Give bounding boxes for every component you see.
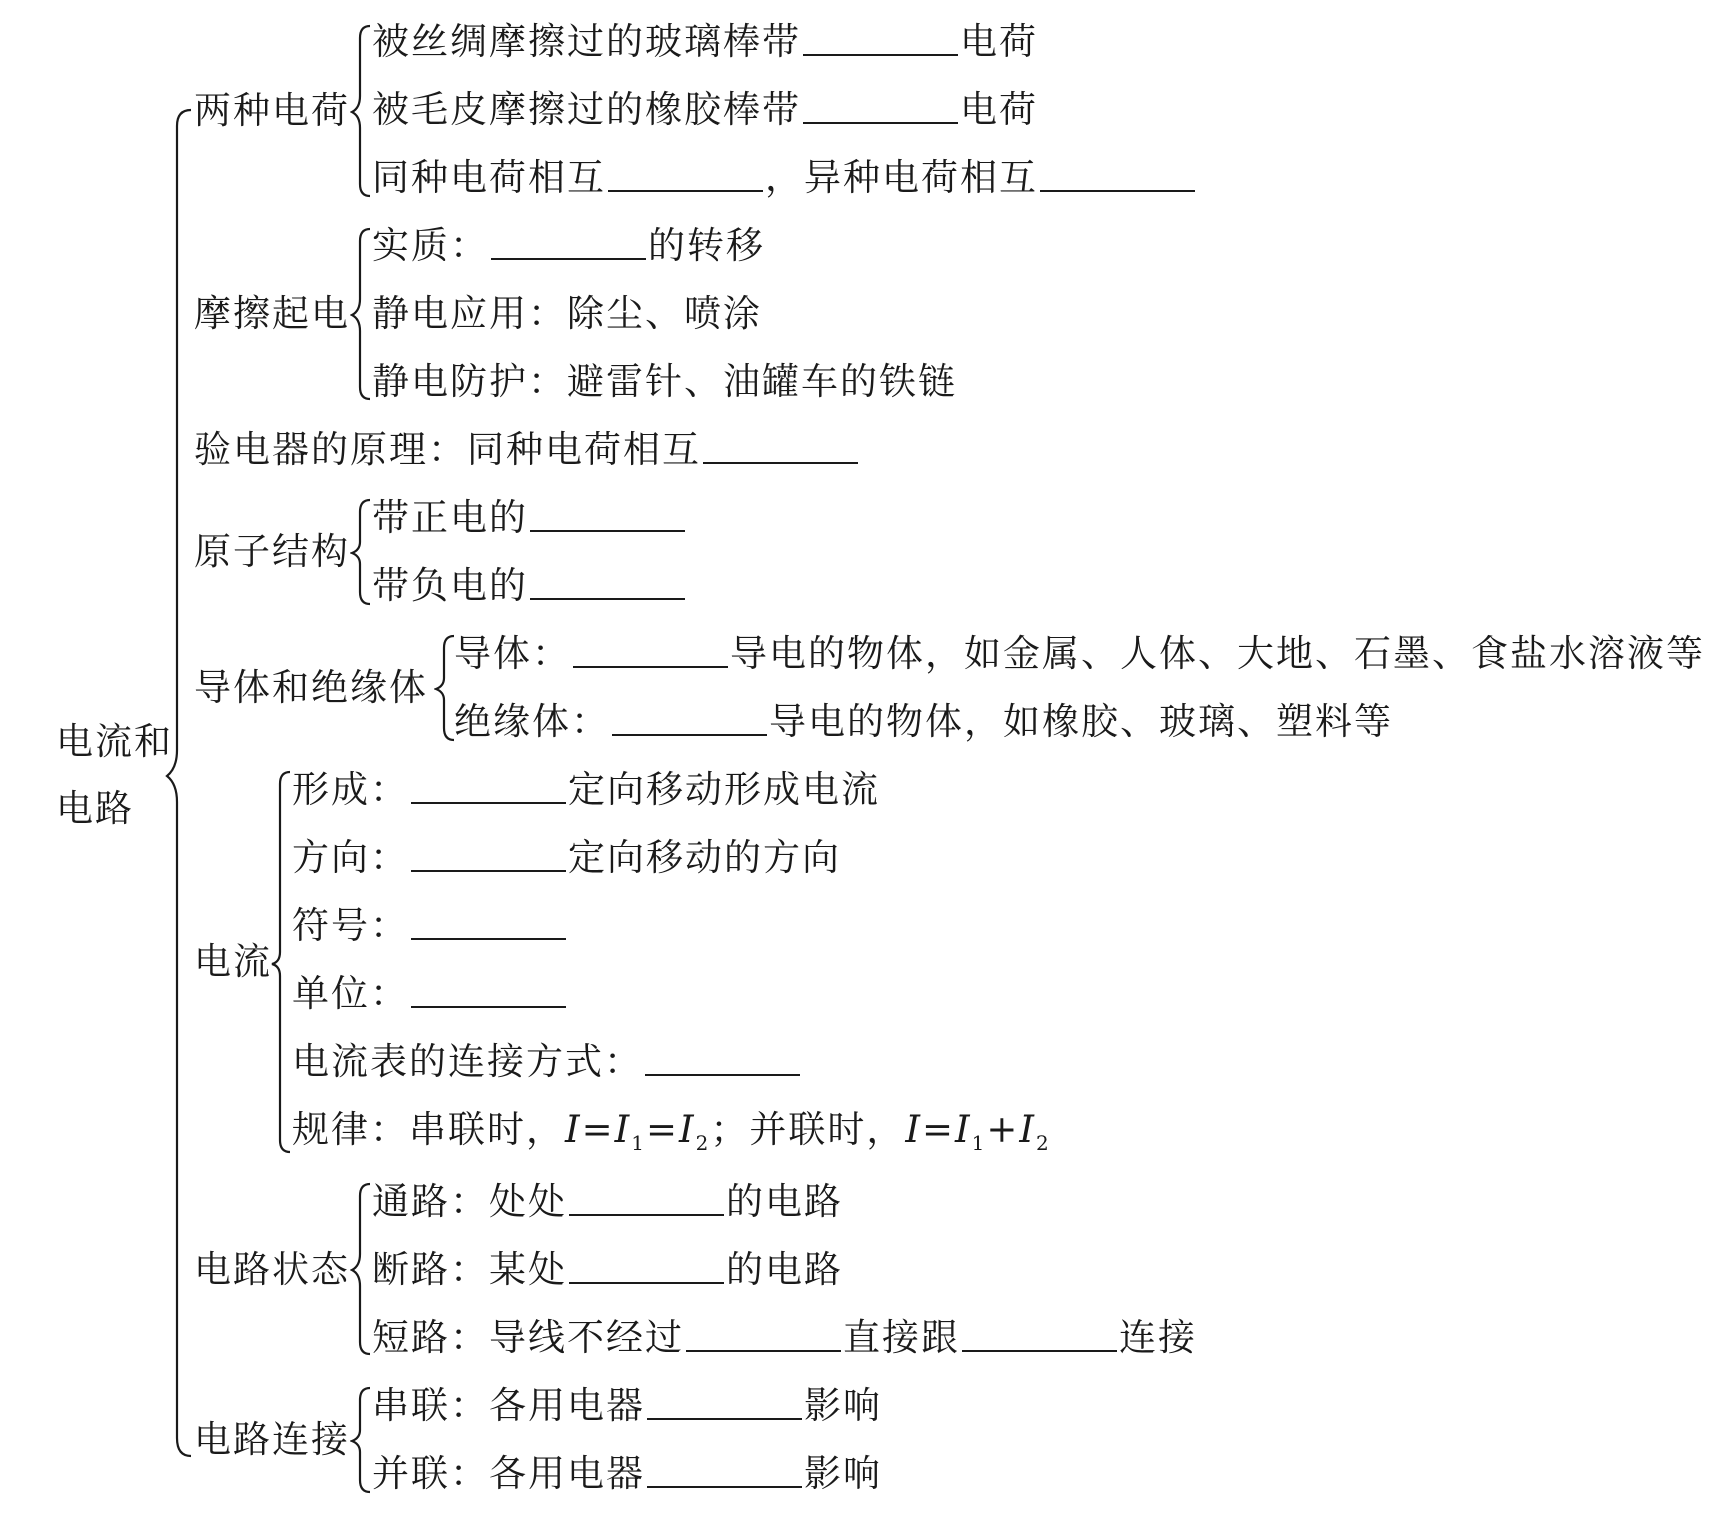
item-current-law: 规律：串联时，$I=I_1=I_2$；并联时，$I=I_1+I_2$	[292, 1108, 1051, 1155]
item-rubber-rod	[372, 88, 1038, 132]
item-charge-interaction-mid: ，异种电荷相互	[765, 156, 1038, 199]
blank[interactable]	[1040, 156, 1195, 192]
item-unit-pre: 单位：	[292, 972, 409, 1015]
item-essence-pre: 实质：	[372, 224, 489, 267]
item-symbol	[292, 904, 568, 948]
item-series-post: 影响	[804, 1384, 882, 1427]
item-parallel	[372, 1452, 882, 1496]
item-ammeter-connection	[292, 1040, 802, 1084]
brace-circuit-state	[350, 1180, 374, 1360]
brace-current	[270, 768, 294, 1158]
main-brace	[165, 100, 195, 1470]
item-open-circuit-post: 的电路	[726, 1248, 843, 1291]
blank[interactable]	[411, 972, 566, 1008]
item-parallel-post: 影响	[804, 1452, 882, 1495]
item-direction	[292, 836, 841, 880]
blank[interactable]	[530, 496, 685, 532]
item-series	[372, 1384, 882, 1428]
item-series-pre: 串联：各用电器	[372, 1384, 645, 1427]
item-insulator-pre: 绝缘体：	[454, 700, 610, 743]
blank[interactable]	[411, 904, 566, 940]
blank[interactable]	[647, 1384, 802, 1420]
item-formation	[292, 768, 880, 812]
blank[interactable]	[612, 700, 767, 736]
item-glass-rod	[372, 20, 1038, 64]
item-glass-rod-pre: 被丝绸摩擦过的玻璃棒带	[372, 20, 801, 63]
blank[interactable]	[703, 428, 858, 464]
blank[interactable]	[411, 836, 566, 872]
brace-circuit-connection	[350, 1384, 374, 1498]
node-two-charges: 两种电荷	[194, 89, 350, 132]
brace-friction-charging	[350, 225, 374, 405]
blank[interactable]	[803, 88, 958, 124]
node-conductor-insulator: 导体和绝缘体	[194, 666, 428, 709]
item-open-circuit	[372, 1248, 843, 1292]
blank[interactable]	[411, 768, 566, 804]
item-direction-pre: 方向：	[292, 836, 409, 879]
root-title-line1: 电流和	[56, 720, 173, 763]
node-electroscope	[194, 428, 860, 472]
item-conductor-post: 导电的物体，如金属、人体、大地、石墨、食盐水溶液等	[730, 632, 1705, 675]
brace-atom-structure	[350, 496, 374, 610]
blank[interactable]	[645, 1040, 800, 1076]
item-rubber-rod-post: 电荷	[960, 88, 1038, 131]
item-ammeter-connection-pre: 电流表的连接方式：	[292, 1040, 643, 1083]
item-short-circuit-pre: 短路：导线不经过	[372, 1316, 684, 1359]
blank[interactable]	[569, 1248, 724, 1284]
item-essence	[372, 224, 765, 268]
blank[interactable]	[530, 564, 685, 600]
item-static-protection: 静电防护：避雷针、油罐车的铁链	[372, 360, 957, 403]
item-symbol-pre: 符号：	[292, 904, 409, 947]
item-formation-pre: 形成：	[292, 768, 409, 811]
item-current-law-sep: ；并联时，	[710, 1108, 906, 1151]
brace-two-charges	[350, 22, 374, 202]
item-parallel-pre: 并联：各用电器	[372, 1452, 645, 1495]
item-direction-post: 定向移动的方向	[568, 836, 841, 879]
item-positive	[372, 496, 687, 540]
root-title-line2: 电路	[56, 787, 134, 830]
item-essence-post: 的转移	[648, 224, 765, 267]
blank[interactable]	[962, 1316, 1117, 1352]
item-glass-rod-post: 电荷	[960, 20, 1038, 63]
blank[interactable]	[569, 1180, 724, 1216]
item-insulator-post: 导电的物体，如橡胶、玻璃、塑料等	[769, 700, 1393, 743]
item-unit	[292, 972, 568, 1016]
item-current-law-pre: 规律：串联时，	[292, 1108, 565, 1151]
item-negative-pre: 带负电的	[372, 564, 528, 607]
node-friction-charging: 摩擦起电	[194, 292, 350, 335]
formula-parallel: I	[905, 1108, 922, 1151]
item-formation-post: 定向移动形成电流	[568, 768, 880, 811]
item-closed-circuit-post: 的电路	[726, 1180, 843, 1223]
item-rubber-rod-pre: 被毛皮摩擦过的橡胶棒带	[372, 88, 801, 131]
blank[interactable]	[647, 1452, 802, 1488]
item-closed-circuit-pre: 通路：处处	[372, 1180, 567, 1223]
item-conductor	[454, 632, 1705, 676]
blank[interactable]	[608, 156, 763, 192]
blank[interactable]	[573, 632, 728, 668]
node-current: 电流	[194, 940, 272, 983]
formula-series: I	[565, 1108, 582, 1151]
item-short-circuit-mid: 直接跟	[843, 1316, 960, 1359]
item-closed-circuit	[372, 1180, 843, 1224]
item-insulator	[454, 700, 1393, 744]
item-static-use: 静电应用：除尘、喷涂	[372, 292, 762, 335]
node-circuit-connection: 电路连接	[194, 1418, 350, 1461]
blank[interactable]	[686, 1316, 841, 1352]
item-open-circuit-pre: 断路：某处	[372, 1248, 567, 1291]
item-charge-interaction	[372, 156, 1197, 200]
node-atom-structure: 原子结构	[194, 530, 350, 573]
node-circuit-state: 电路状态	[194, 1248, 350, 1291]
node-electroscope-label: 验电器的原理：同种电荷相互	[194, 428, 701, 471]
item-conductor-pre: 导体：	[454, 632, 571, 675]
item-charge-interaction-pre: 同种电荷相互	[372, 156, 606, 199]
blank[interactable]	[803, 20, 958, 56]
item-short-circuit-post: 连接	[1119, 1316, 1197, 1359]
item-positive-pre: 带正电的	[372, 496, 528, 539]
item-short-circuit	[372, 1316, 1197, 1360]
item-negative	[372, 564, 687, 608]
blank[interactable]	[491, 224, 646, 260]
